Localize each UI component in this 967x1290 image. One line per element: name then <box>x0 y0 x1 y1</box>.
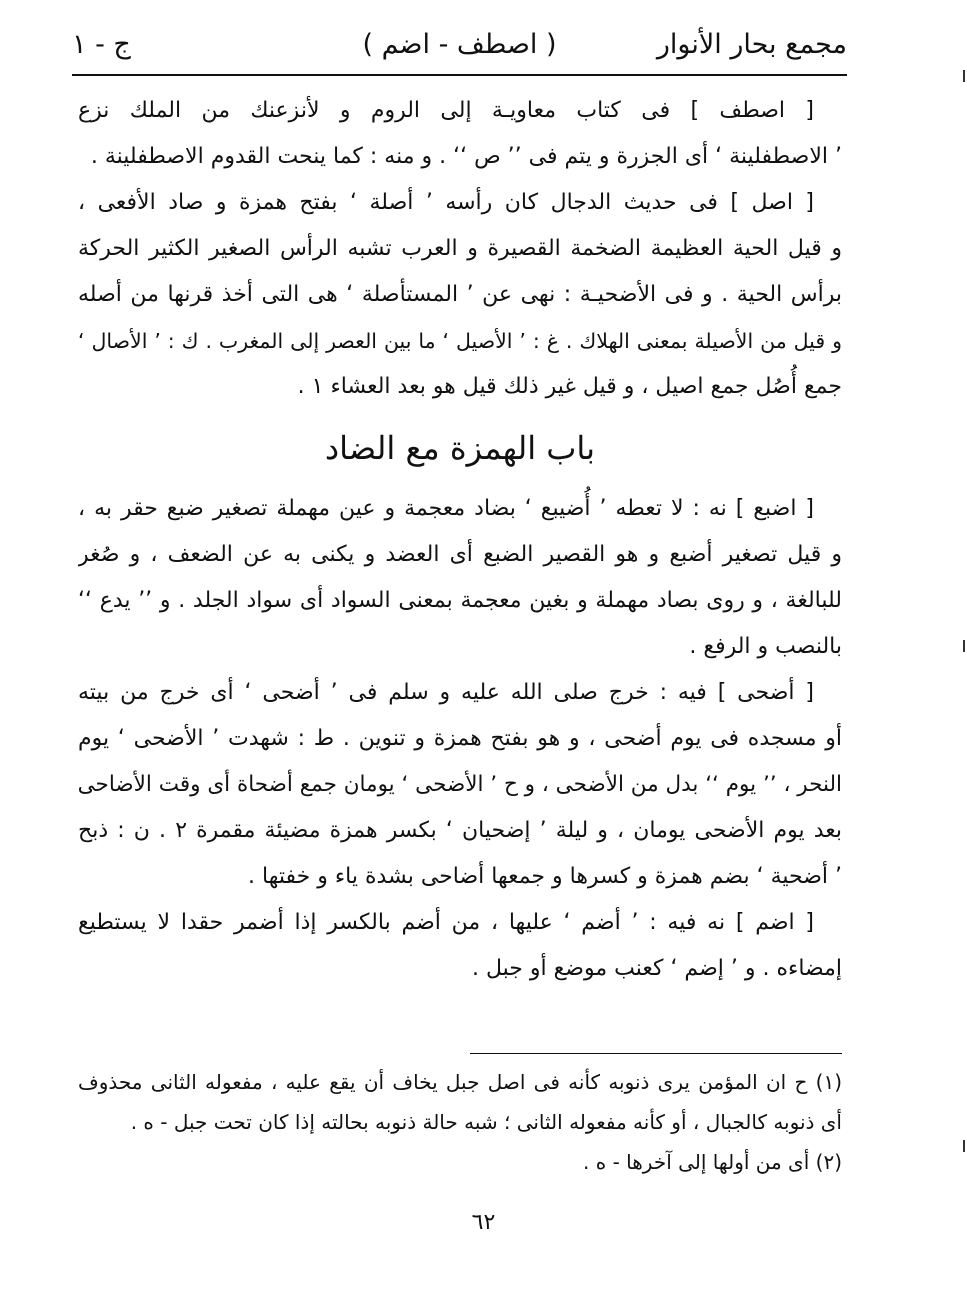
entry-first-line: [ أضحى ] فيه : خرج صلى الله عليه و سلم فى ’ أضحى ‘ أى خرج من بيته <box>78 680 814 705</box>
text-line: ’ أضحية ‘ بضم همزة و كسرها و جمعها أضاحى بشدة ياء و خفتها . <box>248 864 842 889</box>
text-line: للبالغة ، و روى بصاد مهملة و بغين معجمة بمعنى السواد أى سواد الجلد . و ’’ يدع ‘‘ <box>78 588 842 613</box>
running-header <box>72 20 847 70</box>
page-number: ٦٢ <box>471 1210 496 1235</box>
text-line: برأس الحية . و فى الأضحيـة : نهى عن ’ المستأصلة ‘ هى التى أخذ قرنها من أصله <box>78 282 842 307</box>
entry-first-line: [ اضبع ] نه : لا تعطه ’ أُضيبع ‘ بضاد معجمة و عين مهملة تصغير ضبع حقر به ، <box>78 496 814 521</box>
text-line: النحر ، ’’ يوم ‘‘ بدل من الأضحى ، و ح ’ الأضحى ‘ يومان جمع أضحاة أى وقت الأضاحى <box>78 772 842 797</box>
footnote-line: أى ذنوبه كالجبال ، أو كأنه مفعوله الثانى ؛ شبه حالة ذنوبه بحالته إذا كان تحت جبل - ه . <box>130 1110 842 1134</box>
scan-edge-mark <box>955 640 965 652</box>
entry-first-line: [ اصطف ] فى كتاب معاويـة إلى الروم و لأنزعنك من الملك نزع <box>78 98 814 123</box>
footnotes <box>78 1062 842 1182</box>
footnote-line: (١) ح ان المؤمن يرى ذنوبه كأنه فى اصل جبل يخاف أن يقع عليه ، مفعوله الثانى محذوف <box>78 1070 842 1094</box>
section-heading: باب الهمزة مع الضاد <box>324 429 596 467</box>
header-rule <box>72 74 847 76</box>
text-line: بعد يوم الأضحى يومان ، و ليلة ’ إضحيان ‘ بكسر همزة مضيئة مقمرة ٢ . ن : ذبح <box>78 818 842 843</box>
footnote-line: (٢) أى من أولها إلى آخرها - ه . <box>583 1150 842 1174</box>
text-line: و قيل من الأصيلة بمعنى الهلاك . غ : ’ الأصيل ‘ ما بين العصر إلى المغرب . ك : ’ الأصال ‘ <box>78 329 842 353</box>
entry-first-line: [ اصل ] فى حديث الدجال كان رأسه ’ أصلة ‘ بفتح همزة و صاد الأفعى ، <box>78 190 814 215</box>
footnote-rule <box>470 1053 842 1054</box>
text-line: بالنصب و الرفع . <box>689 634 842 659</box>
text-line: إمضاءه . و ’ إضم ‘ كعنب موضع أو جبل . <box>471 956 842 981</box>
scan-edge-mark <box>955 70 965 82</box>
text-line: ’ الاصطفلينة ‘ أى الجزرة و يتم فى ’’ ص ‘‘ . و منه : كما ينحت القدوم الاصطفلينة . <box>90 144 842 169</box>
text-line: و قيل تصغير أضبع و هو القصير الضبع أى العضد و يكنى به عن الضعف ، و صُغر <box>78 542 842 567</box>
scan-edge-mark <box>955 1140 965 1152</box>
entry-range: ( اصطف - اضم ) <box>362 29 557 60</box>
book-title: مجمع بحار الأنوار <box>656 29 847 60</box>
text-line: و قيل الحية العظيمة الضخمة القصيرة و العرب تشبه الرأس الصغير الكثير الحركة <box>78 236 842 261</box>
text-line: جمع أُصُل جمع اصيل ، و قيل غير ذلك قيل هو بعد العشاء ١ . <box>297 374 842 399</box>
entry-first-line: [ اضم ] نه فيه : ’ أضم ‘ عليها ، من أضم بالكسر إذا أضمر حقدا لا يستطيع <box>78 910 814 935</box>
volume-label: ج - ١ <box>72 29 131 60</box>
main-text <box>78 88 842 992</box>
text-line: أو مسجده فى يوم أضحى ، و هو بفتح همزة و تنوين . ط : شهدت ’ الأضحى ‘ يوم <box>78 726 842 751</box>
